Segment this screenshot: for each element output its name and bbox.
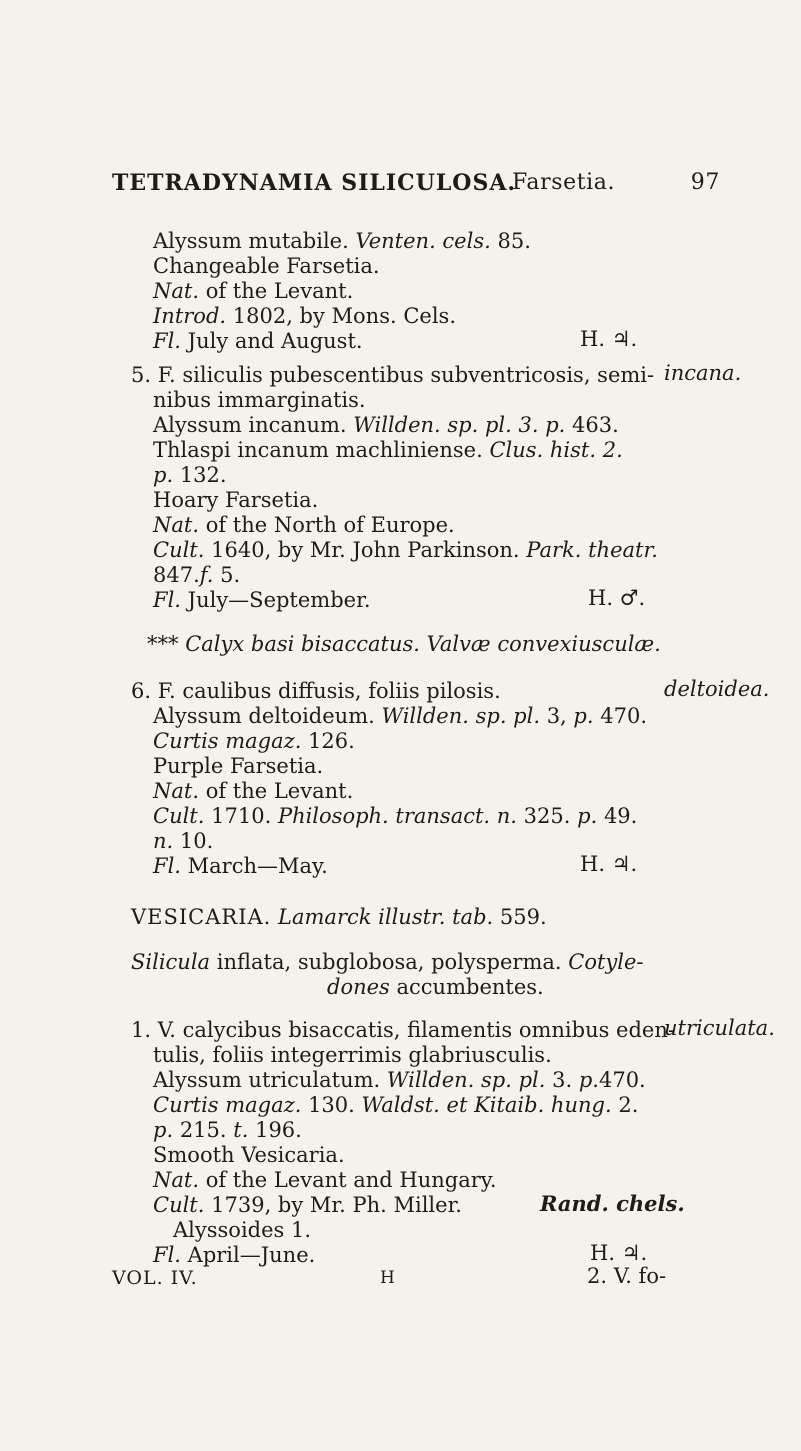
nat-label: Nat.	[153, 779, 200, 803]
entry-5-cult-cont	[153, 561, 240, 589]
entry-number: 5.	[131, 363, 152, 387]
plate-label: t.	[233, 1118, 249, 1142]
entry-v1-habit: H. ♃.	[590, 1241, 648, 1265]
fl-text: July—September.	[187, 588, 371, 612]
entry-v1-margin-name: utriculata.	[664, 1016, 775, 1040]
synonym: Thlaspi incanum machliniense.	[153, 438, 483, 462]
entry-number: 1.	[131, 1018, 152, 1042]
reference-page: 463.	[572, 413, 619, 437]
entry-6-margin-name: deltoidea.	[664, 677, 770, 701]
synonym: Alyssum utriculatum.	[153, 1068, 381, 1092]
reference-page-label: p.	[153, 463, 174, 487]
entry-5-margin-name: incana.	[664, 361, 742, 385]
cult-text: 1640, by Mr. John Parkinson.	[211, 538, 520, 562]
entry-6-cult-cont	[153, 827, 213, 855]
fl-label: Fl.	[153, 854, 181, 878]
nat-text: of the Levant.	[205, 279, 354, 303]
entry-6-common: Purple Farsetia.	[153, 754, 324, 778]
reference-page-label: p.	[153, 1118, 174, 1142]
entry-6-syn2	[153, 727, 355, 755]
entry-v1-nat	[153, 1166, 497, 1194]
genus-vesicaria-char1	[131, 948, 644, 976]
reference-volume: 3,	[546, 704, 567, 728]
entry-mutabile-line1	[153, 227, 531, 255]
reference-volume: 2.	[618, 1093, 639, 1117]
nat-label: Nat.	[153, 513, 200, 537]
entry-5-desc1	[131, 361, 654, 389]
reference-volume: 2.	[602, 438, 623, 462]
reference: Venten. cels.	[355, 229, 491, 253]
char-term: Cotyle-	[568, 950, 644, 974]
entry-description: F. siliculis pubescentibus subventricosis, semi-	[157, 363, 655, 387]
genus-vesicaria-heading	[131, 903, 547, 931]
introd-text: 1802, by Mons. Cels.	[232, 304, 456, 328]
entry-mutabile-habit: H. ♃.	[580, 327, 638, 351]
cult-label: Cult.	[153, 1193, 205, 1217]
reference-page-label: p.	[573, 704, 594, 728]
number-label: n.	[153, 829, 174, 853]
entry-5-syn2	[153, 436, 623, 464]
entry-v1-cult	[153, 1191, 462, 1219]
entry-mutabile-fl	[153, 327, 363, 355]
entry-mutabile-nat	[153, 277, 353, 305]
reference-volume: 3.	[518, 413, 539, 437]
fl-text: April—June.	[187, 1243, 316, 1267]
reference: Curtis magaz.	[153, 729, 302, 753]
entry-6-syn1	[153, 702, 647, 730]
number-value: 10.	[179, 829, 214, 853]
fl-label: Fl.	[153, 329, 181, 353]
nat-text: of the North of Europe.	[205, 513, 455, 537]
reference-page-label: p.	[545, 413, 566, 437]
reference-page: 470.	[600, 704, 647, 728]
entry-5-cult	[153, 536, 658, 564]
entry-6-fl	[153, 852, 328, 880]
cult-label: Cult.	[153, 804, 205, 828]
reference-page: 847.	[153, 563, 200, 587]
reference: Clus. hist.	[489, 438, 597, 462]
footer-signature: H	[380, 1268, 395, 1288]
reference-number: 126.	[308, 729, 355, 753]
entry-5-syn2-cont	[153, 461, 227, 489]
reference: Park. theatr.	[526, 538, 658, 562]
section-calyx	[147, 630, 661, 658]
reference-page: 132.	[179, 463, 227, 487]
entry-description: V. calycibus bisaccatis, filamentis omnibus eden-	[157, 1018, 675, 1042]
entry-6-desc	[131, 677, 501, 705]
reference: Willden. sp. pl.	[381, 704, 540, 728]
reference-page-label: p.	[577, 804, 598, 828]
genus-vesicaria-char2	[327, 973, 544, 1001]
entry-v1-desc2: tulis, foliis integerrimis glabriusculis.	[153, 1043, 552, 1067]
fl-label: Fl.	[153, 588, 181, 612]
figure-label: f.	[199, 563, 214, 587]
fl-label: Fl.	[153, 1243, 181, 1267]
entry-5-desc2: nibus immarginatis.	[153, 388, 366, 412]
reference: Willden. sp. pl.	[353, 413, 512, 437]
nat-text: of the Levant and Hungary.	[205, 1168, 497, 1192]
nat-label: Nat.	[153, 1168, 200, 1192]
section-stars: ***	[147, 632, 179, 656]
footer-volume: VOL. IV.	[112, 1267, 198, 1289]
cult-label: Cult.	[153, 538, 205, 562]
entry-v1-cult-cont: Alyssoides 1.	[173, 1218, 312, 1242]
reference: Curtis magaz.	[153, 1093, 302, 1117]
reference-page-label: p.	[578, 1068, 599, 1092]
reference: Philosoph. transact. n.	[277, 804, 517, 828]
entry-5-fl	[153, 586, 371, 614]
entry-v1-common: Smooth Vesicaria.	[153, 1143, 345, 1167]
cult-text: 1739, by Mr. Ph. Miller.	[211, 1193, 462, 1217]
entry-number: 6.	[131, 679, 152, 703]
entry-6-habit: H. ♃.	[580, 852, 638, 876]
reference: Willden. sp. pl.	[386, 1068, 546, 1092]
entry-6-cult	[153, 802, 637, 830]
entry-5-habit: H. ♂.	[588, 586, 646, 610]
reference: Waldst. et Kitaib. hung.	[361, 1093, 612, 1117]
reference-page: 49.	[603, 804, 638, 828]
reference-page: 215.	[179, 1118, 227, 1142]
entry-v1-syn2	[153, 1091, 638, 1119]
entry-mutabile-common: Changeable Farsetia.	[153, 254, 380, 278]
reference-number: 325.	[523, 804, 571, 828]
entry-5-common: Hoary Farsetia.	[153, 488, 319, 512]
char-term: dones	[327, 975, 390, 999]
char-text: inflata, subglobosa, polysperma.	[216, 950, 562, 974]
reference: Lamarck illustr. tab.	[278, 905, 494, 929]
entry-v1-desc1	[131, 1016, 675, 1044]
genus-name: VESICARIA.	[131, 905, 272, 929]
species-name: Alyssum mutabile.	[153, 229, 349, 253]
cult-text: 1710.	[211, 804, 272, 828]
reference-number: 130.	[308, 1093, 355, 1117]
footer-catchword: 2. V. fo-	[587, 1264, 667, 1288]
entry-v1-syn3	[153, 1116, 302, 1144]
entry-v1-cult-ref: Rand. chels.	[540, 1191, 685, 1216]
header-genus: Farsetia.	[512, 170, 616, 195]
entry-5-nat	[153, 511, 455, 539]
synonym: Alyssum deltoideum.	[153, 704, 375, 728]
reference-page: 470.	[598, 1068, 646, 1092]
char-text: accumbentes.	[396, 975, 544, 999]
nat-label: Nat.	[153, 279, 200, 303]
entry-description: F. caulibus diffusis, foliis pilosis.	[157, 679, 501, 703]
page-number: 97	[690, 170, 720, 195]
running-title: TETRADYNAMIA SILICULOSA.	[112, 170, 517, 196]
nat-text: of the Levant.	[205, 779, 354, 803]
plate-number: 196.	[255, 1118, 302, 1142]
section-heading: Calyx basi bisaccatus. Valvæ convexiusculæ.	[185, 632, 661, 656]
entry-5-syn1	[153, 411, 619, 439]
reference-number: 559.	[499, 905, 547, 929]
introd-label: Introd.	[153, 304, 227, 328]
char-term: Silicula	[131, 950, 211, 974]
reference-number: 85.	[497, 229, 531, 253]
page-header	[112, 170, 720, 204]
figure-number: 5.	[220, 563, 241, 587]
fl-text: March—May.	[187, 854, 328, 878]
entry-mutabile-introd	[153, 302, 456, 330]
fl-text: July and August.	[187, 329, 363, 353]
synonym: Alyssum incanum.	[153, 413, 347, 437]
reference-volume: 3.	[552, 1068, 573, 1092]
entry-v1-syn1	[153, 1066, 646, 1094]
entry-6-nat	[153, 777, 353, 805]
